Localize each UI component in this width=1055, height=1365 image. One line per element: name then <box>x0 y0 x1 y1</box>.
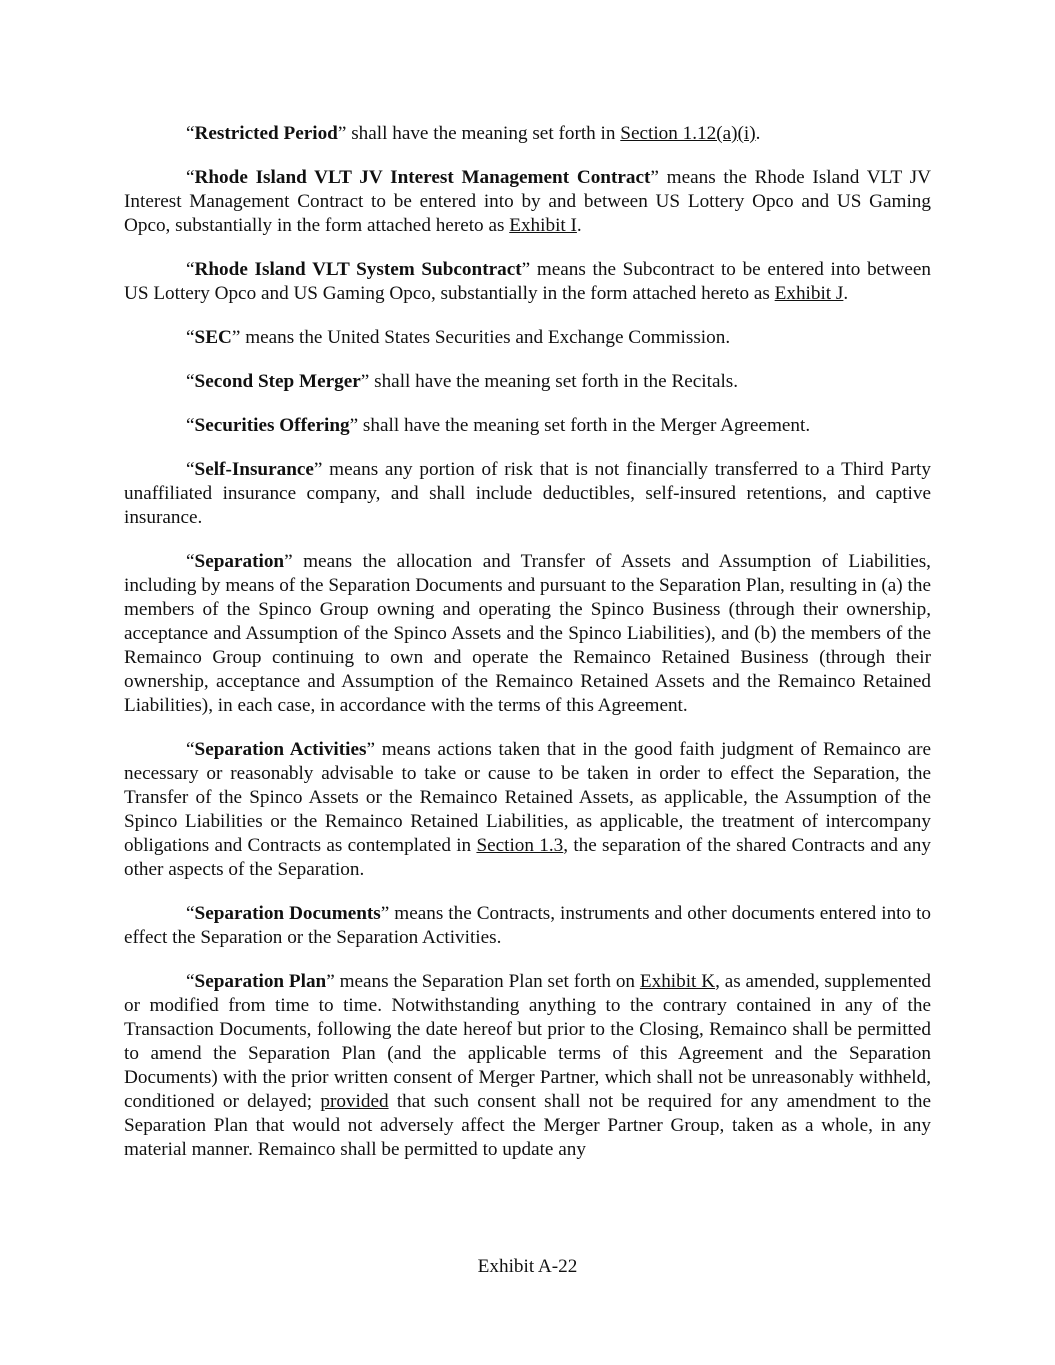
definition-text: means actions taken that in the good faith judgment of Remainco are necessary or reasonably advisable to take or cause to be taken in order to effect the Separation, the Transfer of the Spinco Assets or the Remainco Retained Assets, as applicable, the Assumption of the Spinco Liabilities or the Remainco Retained Liabilities, as applicable, the treatment of intercompany obligations and Contracts as contemplated in <box>124 739 931 856</box>
definition-paragraph: “Second Step Merger” shall have the meaning set forth in the Recitals. <box>186 371 739 392</box>
definition-paragraph: “Separation Plan” means the Separation Plan set forth on Exhibit K, as amended, supplemented or modified from time to time. Notwithstanding anything to the contrary contained in any of the Transaction Documents, following the date hereof but prior to the Closing, Remainco shall be permitted to amend the Separation Plan (and the applicable terms of this Agreement and the Separation Documents) with the prior written consent of Merger Partner, which shall not be unreasonably withheld, conditioned or delayed; provided that such consent shall not be required for any amendment to the Separation Plan that would not adversely affect the Merger Partner Group, taken as a whole, in any material manner. Remainco shall be permitted to update any <box>124 971 931 1160</box>
defined-term: Self-Insurance <box>194 459 314 480</box>
definition-paragraph: “Rhode Island VLT JV Interest Management Contract” means the Rhode Island VLT JV Interest Management Contract to be entered into by and between US Lottery Opco and US Gaming Opco, substantially in the form attached hereto as Exhibit I. <box>124 167 931 236</box>
definition-text: shall have the meaning set forth in the Merger Agreement. <box>362 415 811 436</box>
definition-text: means the allocation and Transfer of Assets and Assumption of Liabilities, including by means of the Separation Documents and pursuant to the Separation Plan, resulting in (a) the members of the Spinco Group owning and operating the Spinco Business (through their ownership, acceptance and Assumption of the Spinco Assets and the Spinco Liabilities), and (b) the members of the Remainco Group continuing to own and operate the Remainco Retained Business (through their ownership, acceptance and Assumption of the Remainco Retained Assets and the Remainco Retained Liabilities), in each case, in accordance with the terms of this Agreement. <box>124 551 931 716</box>
defined-term: Securities Offering <box>194 415 350 436</box>
defined-term: SEC <box>194 327 232 348</box>
definition-text: means the Subcontract to be entered into between US Lottery Opco and US Gaming Opco, substantially in the form attached hereto as <box>124 259 931 304</box>
definition-text: means the Rhode Island VLT JV Interest Management Contract to be entered into by and between US Lottery Opco and US Gaming Opco, substantially in the form attached hereto as <box>124 167 931 236</box>
definition-paragraph: “Separation Activities” means actions taken that in the good faith judgment of Remainco are necessary or reasonably advisable to take or cause to be taken in order to effect the Separation, the Transfer of the Spinco Assets or the Remainco Retained Assets, as applicable, the Assumption of the Spinco Liabilities or the Remainco Retained Liabilities, as applicable, the treatment of intercompany obligations and Contracts as contemplated in Section 1.3, the separation of the shared Contracts and any other aspects of the Separation. <box>124 739 931 880</box>
definition-paragraph: “Rhode Island VLT System Subcontract” means the Subcontract to be entered into between US Lottery Opco and US Gaming Opco, substantially in the form attached hereto as Exhibit J. <box>124 259 931 304</box>
definition-text: that such consent shall not be required for any amendment to the Separation Plan that would not adversely affect the Merger Partner Group, taken as a whole, in any material manner. Remainco shall be permitted to update any <box>124 1091 931 1160</box>
definition-paragraph: “Separation” means the allocation and Transfer of Assets and Assumption of Liabilities, including by means of the Separation Documents and pursuant to the Separation Plan, resulting in (a) the members of the Spinco Group owning and operating the Spinco Business (through their ownership, acceptance and Assumption of the Spinco Assets and the Spinco Liabilities), and (b) the members of the Remainco Group continuing to own and operate the Remainco Retained Business (through their ownership, acceptance and Assumption of the Remainco Retained Assets and the Remainco Retained Liabilities), in each case, in accordance with the terms of this Agreement. <box>124 551 931 716</box>
page-footer: Exhibit A-22 <box>477 1256 578 1277</box>
cross-reference: Section 1.12(a)(i) <box>620 123 756 144</box>
definition-text: . <box>843 283 849 304</box>
defined-term: Second Step Merger <box>194 371 361 392</box>
definition-text: , the separation of the shared Contracts and any other aspects of the Separation. <box>124 835 931 880</box>
defined-term: Separation <box>194 551 285 572</box>
defined-term: Restricted Period <box>194 123 338 144</box>
definition-text: means the Separation Plan set forth on <box>339 971 640 992</box>
definition-text: , as amended, supplemented or modified from time to time. Notwithstanding anything to the contrary contained in any of the Transaction Documents, following the date hereof but prior to the Closing, Remainco shall be permitted to amend the Separation Plan (and the applicable terms of this Agreement and the Separation Documents) with the prior written consent of Merger Partner, which shall not be unreasonably withheld, conditioned or delayed; <box>124 971 931 1112</box>
definition-text: shall have the meaning set forth in the Recitals. <box>374 371 739 392</box>
definition-paragraph: “Self-Insurance” means any portion of risk that is not financially transferred to a Third Party unaffiliated insurance company, and shall include deductibles, self-insured retentions, and captive insurance. <box>124 459 931 528</box>
defined-term: Rhode Island VLT JV Interest Management Contract <box>194 167 651 188</box>
definition-text: . <box>755 123 761 144</box>
defined-term: Rhode Island VLT System Subcontract <box>194 259 522 280</box>
definition-paragraph: “Separation Documents” means the Contracts, instruments and other documents entered into to effect the Separation or the Separation Activities. <box>124 903 931 948</box>
cross-reference: Exhibit I <box>509 215 577 236</box>
definition-paragraph: “Securities Offering” shall have the meaning set forth in the Merger Agreement. <box>186 415 811 436</box>
definitions-list <box>124 122 931 1162</box>
definition-text: means the United States Securities and Exchange Commission. <box>245 327 731 348</box>
cross-reference: Section 1.3 <box>476 835 564 856</box>
definition-text: means any portion of risk that is not financially transferred to a Third Party unaffiliated insurance company, and shall include deductibles, self-insured retentions, and captive insurance. <box>124 459 931 528</box>
definition-text: means the Contracts, instruments and other documents entered into to effect the Separation or the Separation Activities. <box>124 903 931 948</box>
cross-reference: Exhibit J <box>774 283 844 304</box>
defined-term: Separation Plan <box>194 971 327 992</box>
definition-paragraph: “Restricted Period” shall have the meaning set forth in Section 1.12(a)(i). <box>186 123 761 144</box>
cross-reference: provided <box>320 1091 389 1112</box>
definition-text: shall have the meaning set forth in <box>351 123 621 144</box>
definition-paragraph: “SEC” means the United States Securities and Exchange Commission. <box>186 327 731 348</box>
document-page <box>124 122 931 1182</box>
defined-term: Separation Documents <box>194 903 381 924</box>
definition-text: . <box>576 215 582 236</box>
cross-reference: Exhibit K <box>639 971 716 992</box>
defined-term: Separation Activities <box>194 739 367 760</box>
